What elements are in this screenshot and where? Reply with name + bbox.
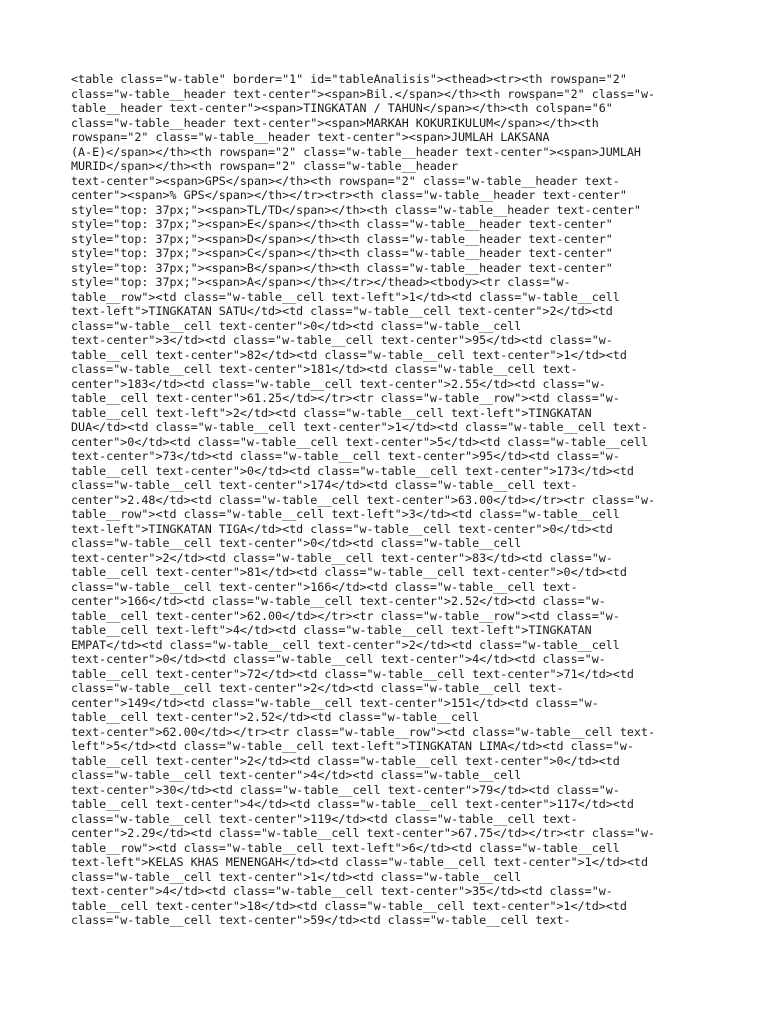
source-line: center">149</td><td class="w-table__cell text-center">151</td><td class="w- [71, 695, 599, 710]
source-line: class="w-table__cell text-center">181</td><td class="w-table__cell text- [71, 362, 578, 376]
source-line: table__header text-center"><span>TINGKATAN / TAHUN</span></th><th colspan="6" [71, 101, 613, 115]
source-line: table__cell text-center">72</td><td class="w-table__cell text-center">71</td><td [71, 666, 634, 681]
source-line: table__cell text-center">2</td><td class="w-table__cell text-center">0</td><td [71, 753, 620, 768]
source-line: text-center">4</td><td class="w-table__cell text-center">35</td><td class="w- [71, 884, 613, 898]
source-line: EMPAT</td><td class="w-table__cell text-center">2</td><td class="w-table__cell [71, 637, 620, 652]
source-line: style="top: 37px;"><span>A</span></th></tr></thead><tbody><tr class="w- [71, 275, 571, 289]
source-line: table__cell text-left">4</td><td class="w-table__cell text-left">TINGKATAN [71, 623, 592, 637]
source-line: text-center">73</td><td class="w-table__cell text-center">95</td><td class="w- [71, 449, 620, 463]
source-line: style="top: 37px;"><span>B</span></th><th class="w-table__header text-center" [71, 260, 613, 275]
source-line: table__cell text-center">2.52</td><td class="w-table__cell [71, 710, 480, 724]
source-line: left">5</td><td class="w-table__cell text-left">TINGKATAN LIMA</td><td class="w- [71, 739, 634, 753]
source-line: class="w-table__cell text-center">2</td><td class="w-table__cell text- [71, 681, 564, 695]
source-line: table__cell text-center">0</td><td class="w-table__cell text-center">173</td><td [71, 463, 634, 478]
source-line: rowspan="2" class="w-table__header text-center"><span>JUMLAH LAKSANA [71, 130, 550, 144]
source-line: text-center">30</td><td class="w-table__cell text-center">79</td><td class="w- [71, 782, 620, 797]
source-line: table__cell text-center">18</td><td class="w-table__cell text-center">1</td><td [71, 898, 627, 913]
source-line: class="w-table__cell text-center">119</td><td class="w-table__cell text- [71, 811, 578, 826]
source-line: class="w-table__cell text-center">59</td><td class="w-table__cell text- [71, 913, 571, 927]
source-line: class="w-table__cell text-center">4</td><td class="w-table__cell [71, 768, 522, 782]
source-line: table__cell text-center">61.25</td></tr><tr class="w-table__row"><td class="w- [71, 391, 620, 405]
source-line: table__cell text-center">4</td><td class="w-table__cell text-center">117</td><td [71, 797, 634, 811]
source-line: table__row"><td class="w-table__cell text-left">1</td><td class="w-table__cell [71, 289, 620, 304]
source-line: table__row"><td class="w-table__cell text-left">3</td><td class="w-table__cell [71, 507, 620, 521]
source-line: text-left">KELAS KHAS MENENGAH</td><td class="w-table__cell text-center">1</td><td [71, 855, 648, 869]
source-line: class="w-table__header text-center"><span>Bil.</span></th><th rowspan="2" class="w- [71, 86, 656, 101]
source-line: center">2.29</td><td class="w-table__cell text-center">67.75</td></tr><tr class="w- [71, 826, 656, 840]
source-line: text-center">0</td><td class="w-table__cell text-center">4</td><td class="w- [71, 652, 606, 666]
source-line: <table class="w-table" border="1" id="tableAnalisis"><thead><tr><th rowspan="2" [71, 72, 627, 86]
source-line: center">2.48</td><td class="w-table__cell text-center">63.00</td></tr><tr class="w- [71, 492, 656, 507]
source-line: style="top: 37px;"><span>TL/TD</span></th><th class="w-table__header text-center" [71, 202, 641, 217]
source-line: DUA</td><td class="w-table__cell text-center">1</td><td class="w-table__cell text- [71, 420, 648, 434]
source-line: text-center"><span>GPS</span></th><th rowspan="2" class="w-table__header text- [71, 173, 620, 188]
source-line: class="w-table__cell text-center">174</td><td class="w-table__cell text- [71, 478, 578, 492]
source-line: table__row"><td class="w-table__cell text-left">6</td><td class="w-table__cell [71, 840, 620, 855]
source-line: class="w-table__cell text-center">166</td><td class="w-table__cell text- [71, 579, 578, 594]
source-line: table__cell text-center">62.00</td></tr><tr class="w-table__row"><td class="w- [71, 608, 620, 623]
source-line: center">183</td><td class="w-table__cell text-center">2.55</td><td class="w- [71, 376, 606, 391]
source-line: style="top: 37px;"><span>E</span></th><th class="w-table__header text-center" [71, 217, 613, 231]
source-line: text-center">2</td><td class="w-table__cell text-center">83</td><td class="w- [71, 550, 613, 565]
source-line: class="w-table__cell text-center">1</td><td class="w-table__cell [71, 869, 522, 884]
source-line: text-left">TINGKATAN TIGA</td><td class="w-table__cell text-center">0</td><td [71, 521, 613, 536]
source-line: text-center">3</td><td class="w-table__cell text-center">95</td><td class="w- [71, 333, 613, 347]
source-line: style="top: 37px;"><span>C</span></th><th class="w-table__header text-center" [71, 246, 613, 260]
source-line: class="w-table__header text-center"><span>MARKAH KOKURIKULUM</span></th><th [71, 115, 599, 130]
source-line: center"><span>% GPS</span></th></tr><tr><th class="w-table__header text-center" [71, 188, 627, 202]
source-line: text-center">62.00</td></tr><tr class="w-table__row"><td class="w-table__cell text- [71, 724, 656, 739]
source-line: class="w-table__cell text-center">0</td><td class="w-table__cell [71, 318, 522, 333]
source-line: class="w-table__cell text-center">0</td><td class="w-table__cell [71, 536, 522, 550]
source-line: (A-E)</span></th><th rowspan="2" class="w-table__header text-center"><span>JUMLAH [71, 144, 641, 159]
source-line: style="top: 37px;"><span>D</span></th><th class="w-table__header text-center" [71, 231, 613, 246]
source-line: MURID</span></th><th rowspan="2" class="w-table__header [71, 159, 459, 173]
source-line: text-left">TINGKATAN SATU</td><td class="w-table__cell text-center">2</td><td [71, 304, 613, 318]
source-line: table__cell text-center">81</td><td class="w-table__cell text-center">0</td><td [71, 565, 627, 579]
source-line: table__cell text-center">82</td><td class="w-table__cell text-center">1</td><td [71, 347, 627, 362]
source-line: center">166</td><td class="w-table__cell text-center">2.52</td><td class="w- [71, 594, 606, 608]
source-line: table__cell text-left">2</td><td class="w-table__cell text-left">TINGKATAN [71, 405, 592, 420]
source-line: center">0</td><td class="w-table__cell text-center">5</td><td class="w-table__cell [71, 434, 648, 449]
